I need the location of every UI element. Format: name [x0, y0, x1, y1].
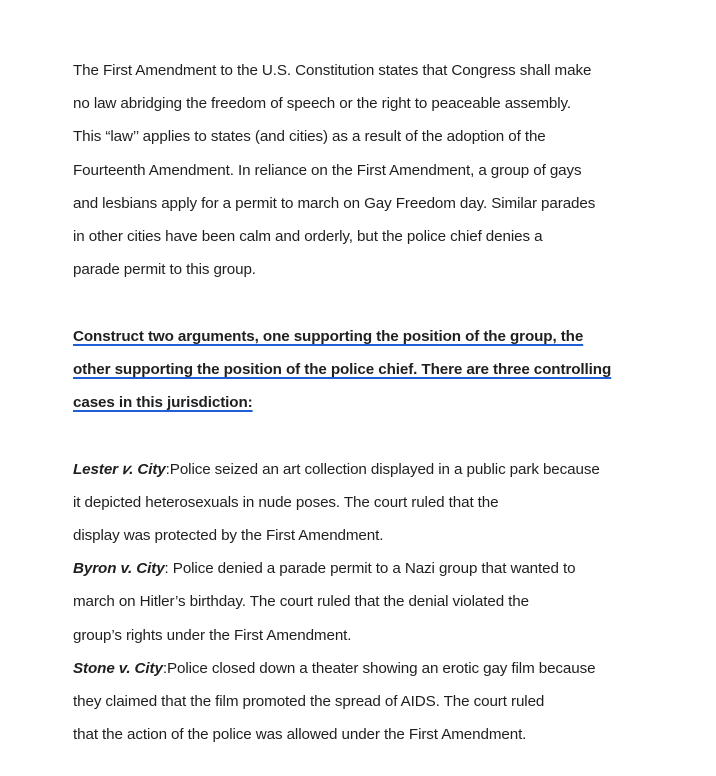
- question-line: cases in this jurisdiction:: [73, 394, 253, 412]
- case-name: Stone v. City: [73, 659, 163, 677]
- case-text: :Police seized an art collection displayed in a public park because: [165, 460, 600, 478]
- intro-line: Fourteenth Amendment. In reliance on the First Amendment, a group of gays: [73, 161, 582, 179]
- document-body: [73, 54, 633, 751]
- question-line: other supporting the position of the police chief. There are three controlling: [73, 361, 612, 379]
- case-text: : Police denied a parade permit to a Nazi group that wanted to: [164, 560, 576, 578]
- case-name: Lester 𝑣. City: [73, 460, 166, 478]
- case-text: it depicted heterosexuals in nude poses. The court ruled that the: [73, 493, 499, 511]
- question-paragraph: [73, 320, 633, 420]
- case-byron: [73, 552, 633, 652]
- case-text: group’s rights under the First Amendment.: [73, 626, 352, 644]
- intro-line: parade permit to this group.: [73, 261, 256, 279]
- case-text: they claimed that the film promoted the spread of AIDS. The court ruled: [73, 692, 545, 710]
- intro-line: The First Amendment to the U.S. Constitution states that Congress shall make: [73, 62, 592, 79]
- intro-line: in other cities have been calm and orderly, but the police chief denies a: [73, 228, 543, 246]
- case-stone: [73, 652, 633, 752]
- paragraph-spacer: [73, 420, 633, 453]
- case-text: that the action of the police was allowed under the First Amendment.: [73, 726, 527, 744]
- case-text: display was protected by the First Amendment.: [73, 526, 384, 544]
- intro-line: and lesbians apply for a permit to march on Gay Freedom day. Similar parades: [73, 194, 596, 212]
- paragraph-spacer: [73, 286, 633, 320]
- intro-line: no law abridging the freedom of speech or the right to peaceable assembly.: [73, 95, 572, 113]
- intro-line: This “law’’ applies to states (and cities) as a result of the adoption of the: [73, 128, 546, 146]
- intro-paragraph: [73, 54, 633, 286]
- case-name: Byron v. City: [73, 560, 165, 578]
- question-line: Construct two arguments, one supporting the position of the group, the: [73, 327, 584, 345]
- case-text: march on Hitler’s birthday. The court ruled that the denial violated the: [73, 593, 529, 611]
- case-lester: [73, 453, 633, 553]
- case-text: :Police closed down a theater showing an erotic gay film because: [162, 659, 596, 677]
